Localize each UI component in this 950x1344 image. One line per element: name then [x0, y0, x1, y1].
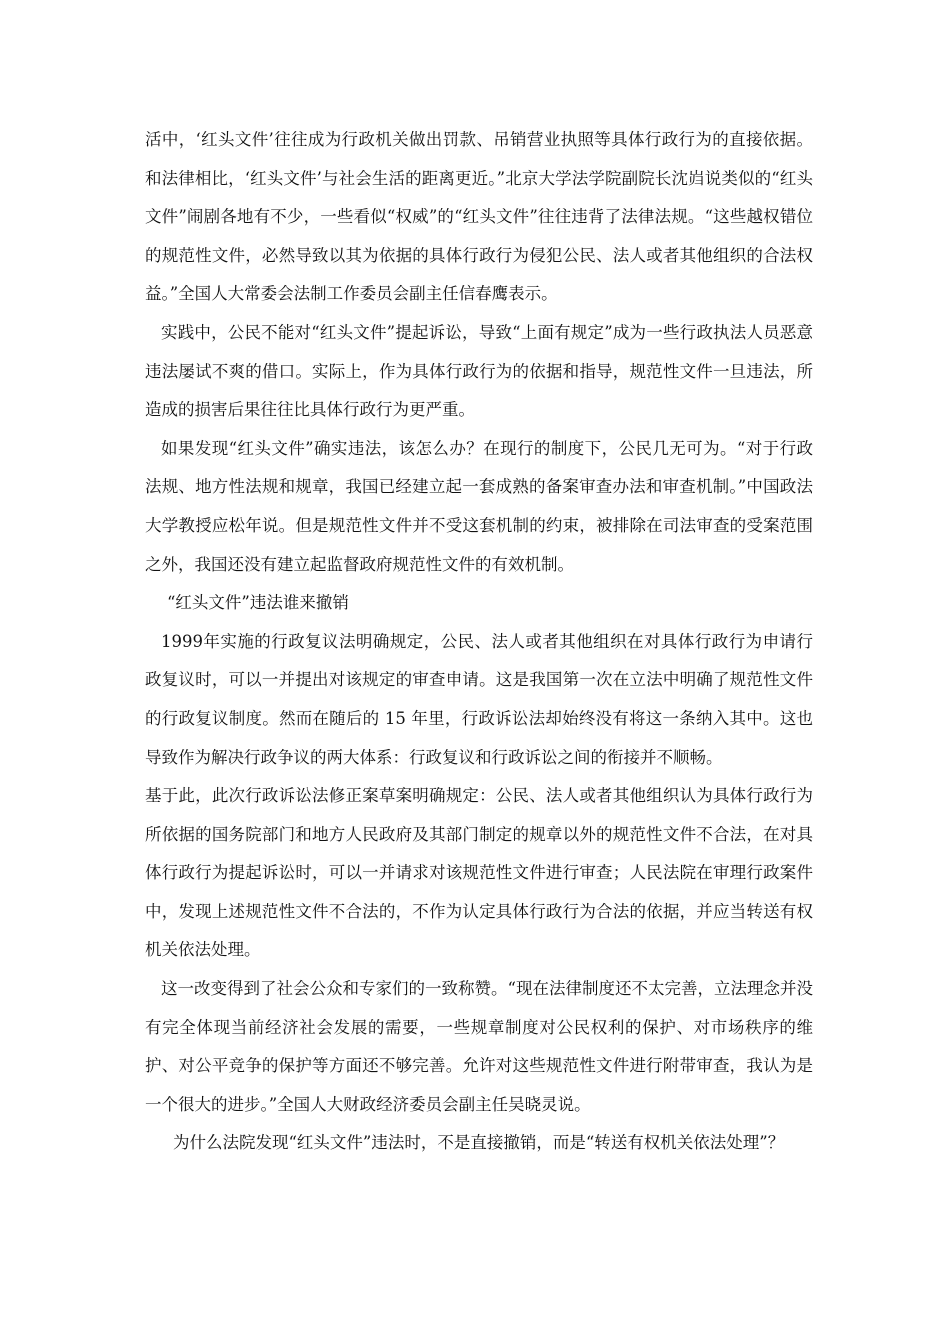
document-page [145, 121, 813, 1163]
section-heading: “红头文件”违法谁来撤销 [167, 593, 349, 613]
paragraph-3: 如果发现“红头文件”确实违法，该怎么办？在现行的制度下，公民几无可为。“对于行政法规、地方性法规和规章，我国已经建立起一套成熟的备案审查办法和审查机制。”中国政法大学教授应松年说。但是规范性文件并不受这套机制的约束，被排除在司法审查的受案范围之外，我国还没有建立起监督政府规范性文件的有效机制。 [145, 438, 813, 574]
paragraph-4: 1999年实施的行政复议法明确规定，公民、法人或者其他组织在对具体行政行为申请行政复议时，可以一并提出对该规定的审查申请。这是我国第一次在立法中明确了规范性文件的行政复议制度。然而在随后的 15 年里，行政诉讼法却始终没有将这一条纳入其中。这也导致作为解决行政争议的两大体系：行政复议和行政诉讼之间的衔接并不顺畅。 [145, 631, 813, 767]
paragraph-6: 这一改变得到了社会公众和专家们的一致称赞。“现在法律制度还不太完善，立法理念并没有完全体现当前经济社会发展的需要，一些规章制度对公民权利的保护、对市场秩序的维护、对公平竞争的保护等方面还不够完善。允许对这些规范性文件进行附带审查，我认为是一个很大的进步。”全国人大财政经济委员会副主任吴晓灵说。 [145, 979, 813, 1114]
paragraph-7: 为什么法院发现“红头文件”违法时，不是直接撤销，而是“转送有权机关依法处理”？ [173, 1133, 785, 1153]
paragraph-2: 实践中，公民不能对“红头文件”提起诉讼，导致“上面有规定”成为一些行政执法人员恶意违法屡试不爽的借口。实际上，作为具体行政行为的依据和指导，规范性文件一旦违法，所造成的损害后果往往比具体行政行为更严重。 [145, 322, 813, 420]
paragraph-5: 基于此，此次行政诉讼法修正案草案明确规定：公民、法人或者其他组织认为具体行政行为所依据的国务院部门和地方人民政府及其部门制定的规章以外的规范性文件不合法，在对具体行政行为提起诉讼时，可以一并请求对该规范性文件进行审查；人民法院在审理行政案件中，发现上述规范性文件不合法的，不作为认定具体行政行为合法的依据，并应当转送有权机关依法处理。 [145, 786, 813, 960]
paragraph-1: 活中，‘红头文件’往往成为行政机关做出罚款、吊销营业执照等具体行政行为的直接依据。和法律相比，‘红头文件’与社会生活的距离更近。”北京大学法学院副院长沈岿说类似的“红头文件”闹剧各地有不少，一些看似“权威”的“红头文件”往往违背了法律法规。“这些越权错位的规范性文件，必然导致以其为依据的具体行政行为侵犯公民、法人或者其他组织的合法权益。”全国人大常委会法制工作委员会副主任信春鹰表示。 [145, 130, 813, 304]
